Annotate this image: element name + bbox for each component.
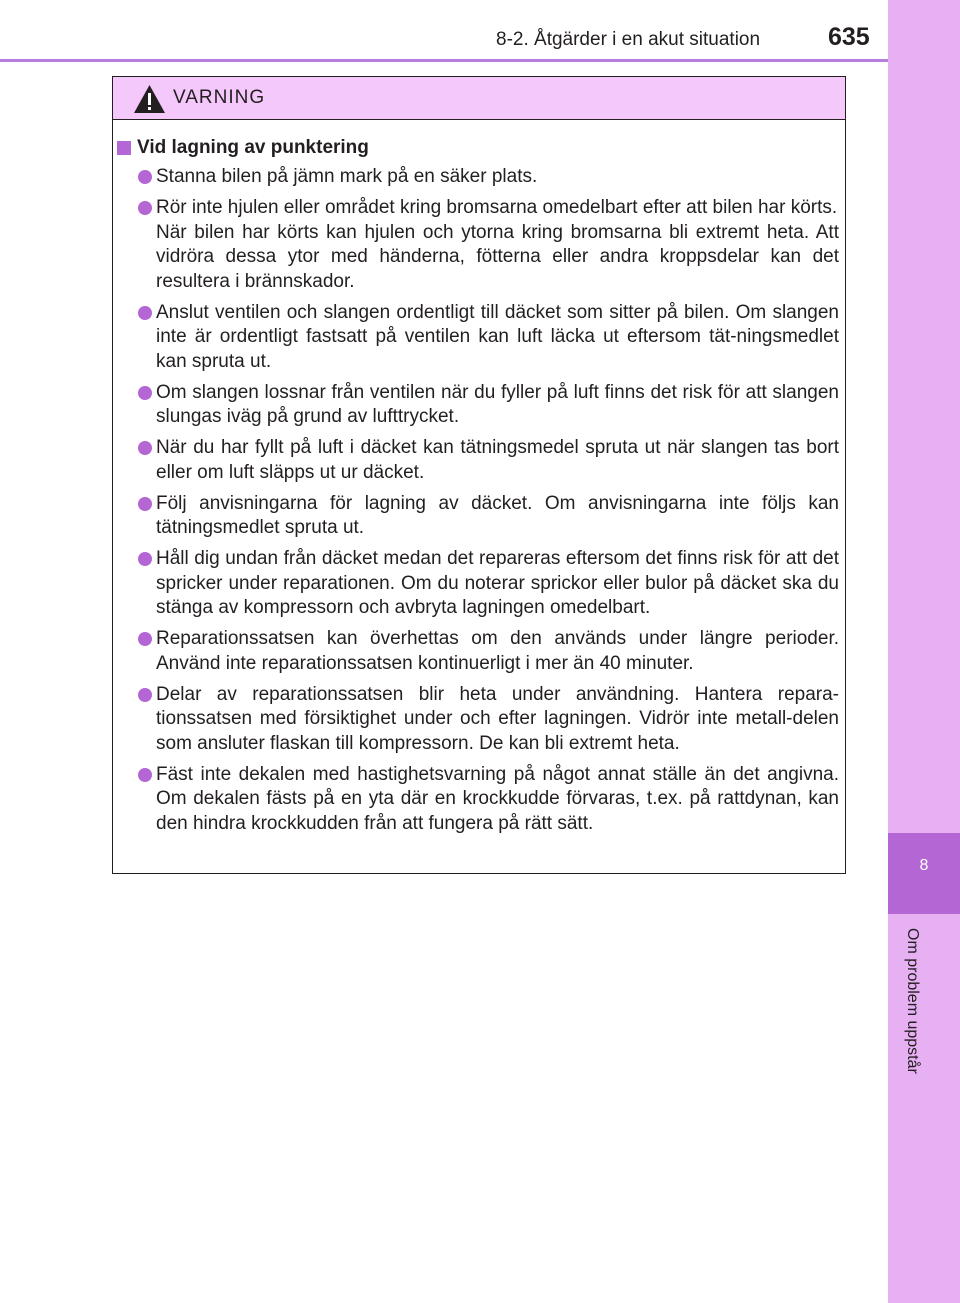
list-item-text: Fäst inte dekalen med hastighetsvarning på något annat ställe än det angivna. Om dekalen fästs på en yta där en krockkudde förvaras, t.ex. på rattdynan, kan den hindra krockkudden från att fungera på rätt sätt. (156, 763, 839, 834)
list-item (113, 436, 845, 485)
warning-triangle-icon (133, 84, 166, 114)
list-item-text: Delar av reparationssatsen blir heta under användning. Hantera repara-tionssatsen med försiktighet under och efter lagningen. Vidrör inte metall-delen som ansluter flaskan till kompressorn. De kan bli extremt heta. (156, 683, 839, 754)
section-heading-text: Vid lagning av punktering (137, 137, 369, 158)
bullet-dot-icon (138, 552, 152, 566)
list-item-text: Håll dig undan från däcket medan det repareras eftersom det finns risk för att det spricker under reparationen. Om du noterar sprickor eller bulor på däcket ska du stänga av kompressorn och avbryta lagningen omedelbart. (156, 548, 839, 618)
side-tab (888, 0, 960, 1303)
bullet-dot-icon (138, 632, 152, 646)
chapter-title: Om problem uppstår (904, 928, 921, 1074)
bullet-dot-icon (138, 497, 152, 511)
warning-box (112, 76, 846, 874)
page-number: 635 (828, 23, 870, 51)
bullet-dot-icon (138, 688, 152, 702)
list-item (113, 547, 845, 621)
square-bullet-icon (117, 141, 131, 155)
list-item (113, 763, 845, 837)
section-title: 8-2. Åtgärder i en akut situation (496, 29, 761, 50)
list-item (113, 196, 845, 294)
bullet-dot-icon (138, 201, 152, 215)
list-item (113, 381, 845, 430)
bullet-dot-icon (138, 306, 152, 320)
list-item-text: Om slangen lossnar från ventilen när du fyller på luft finns det risk för att slangen slungas iväg på grund av lufttrycket. (156, 381, 839, 427)
list-item (113, 683, 845, 757)
list-item (113, 492, 845, 541)
list-item-text: Rör inte hjulen eller området kring bromsarna omedelbart efter att bilen har körts. När bilen har körts kan hjulen och ytorna kring bromsarna bli extremt heta. Att vidröra dessa ytor med händerna, fötterna eller andra kroppsdelar kan det resultera i brännskador. (156, 197, 839, 292)
bullet-dot-icon (138, 768, 152, 782)
list-item-text: Anslut ventilen och slangen ordentligt till däcket som sitter på bilen. Om slangen inte är ordentligt fastsatt på ventilen kan luft läcka ut eftersom tät-ningsmedlet kan spruta ut. (156, 301, 839, 372)
warning-header (113, 77, 845, 120)
list-item-text: Stanna bilen på jämn mark på en säker plats. (156, 166, 538, 187)
warning-label: VARNING (173, 87, 266, 108)
list-item (113, 301, 845, 375)
bullet-dot-icon (138, 170, 152, 184)
bullet-dot-icon (138, 441, 152, 455)
header-divider (0, 59, 888, 62)
list-item (113, 627, 845, 676)
list-item-text: När du har fyllt på luft i däcket kan tätningsmedel spruta ut när slangen tas bort eller om luft släpps ut ur däcket. (156, 437, 839, 483)
bullet-dot-icon (138, 386, 152, 400)
warning-list (113, 165, 845, 843)
list-item-text: Följ anvisningarna för lagning av däcket. Om anvisningarna inte följs kan tätningsmedlet spruta ut. (156, 492, 839, 538)
list-item (113, 165, 845, 190)
list-item-text: Reparationssatsen kan överhettas om den används under längre perioder. Använd inte reparationssatsen kontinuerligt i mer än 40 minuter. (156, 628, 839, 674)
chapter-number: 8 (919, 857, 929, 874)
